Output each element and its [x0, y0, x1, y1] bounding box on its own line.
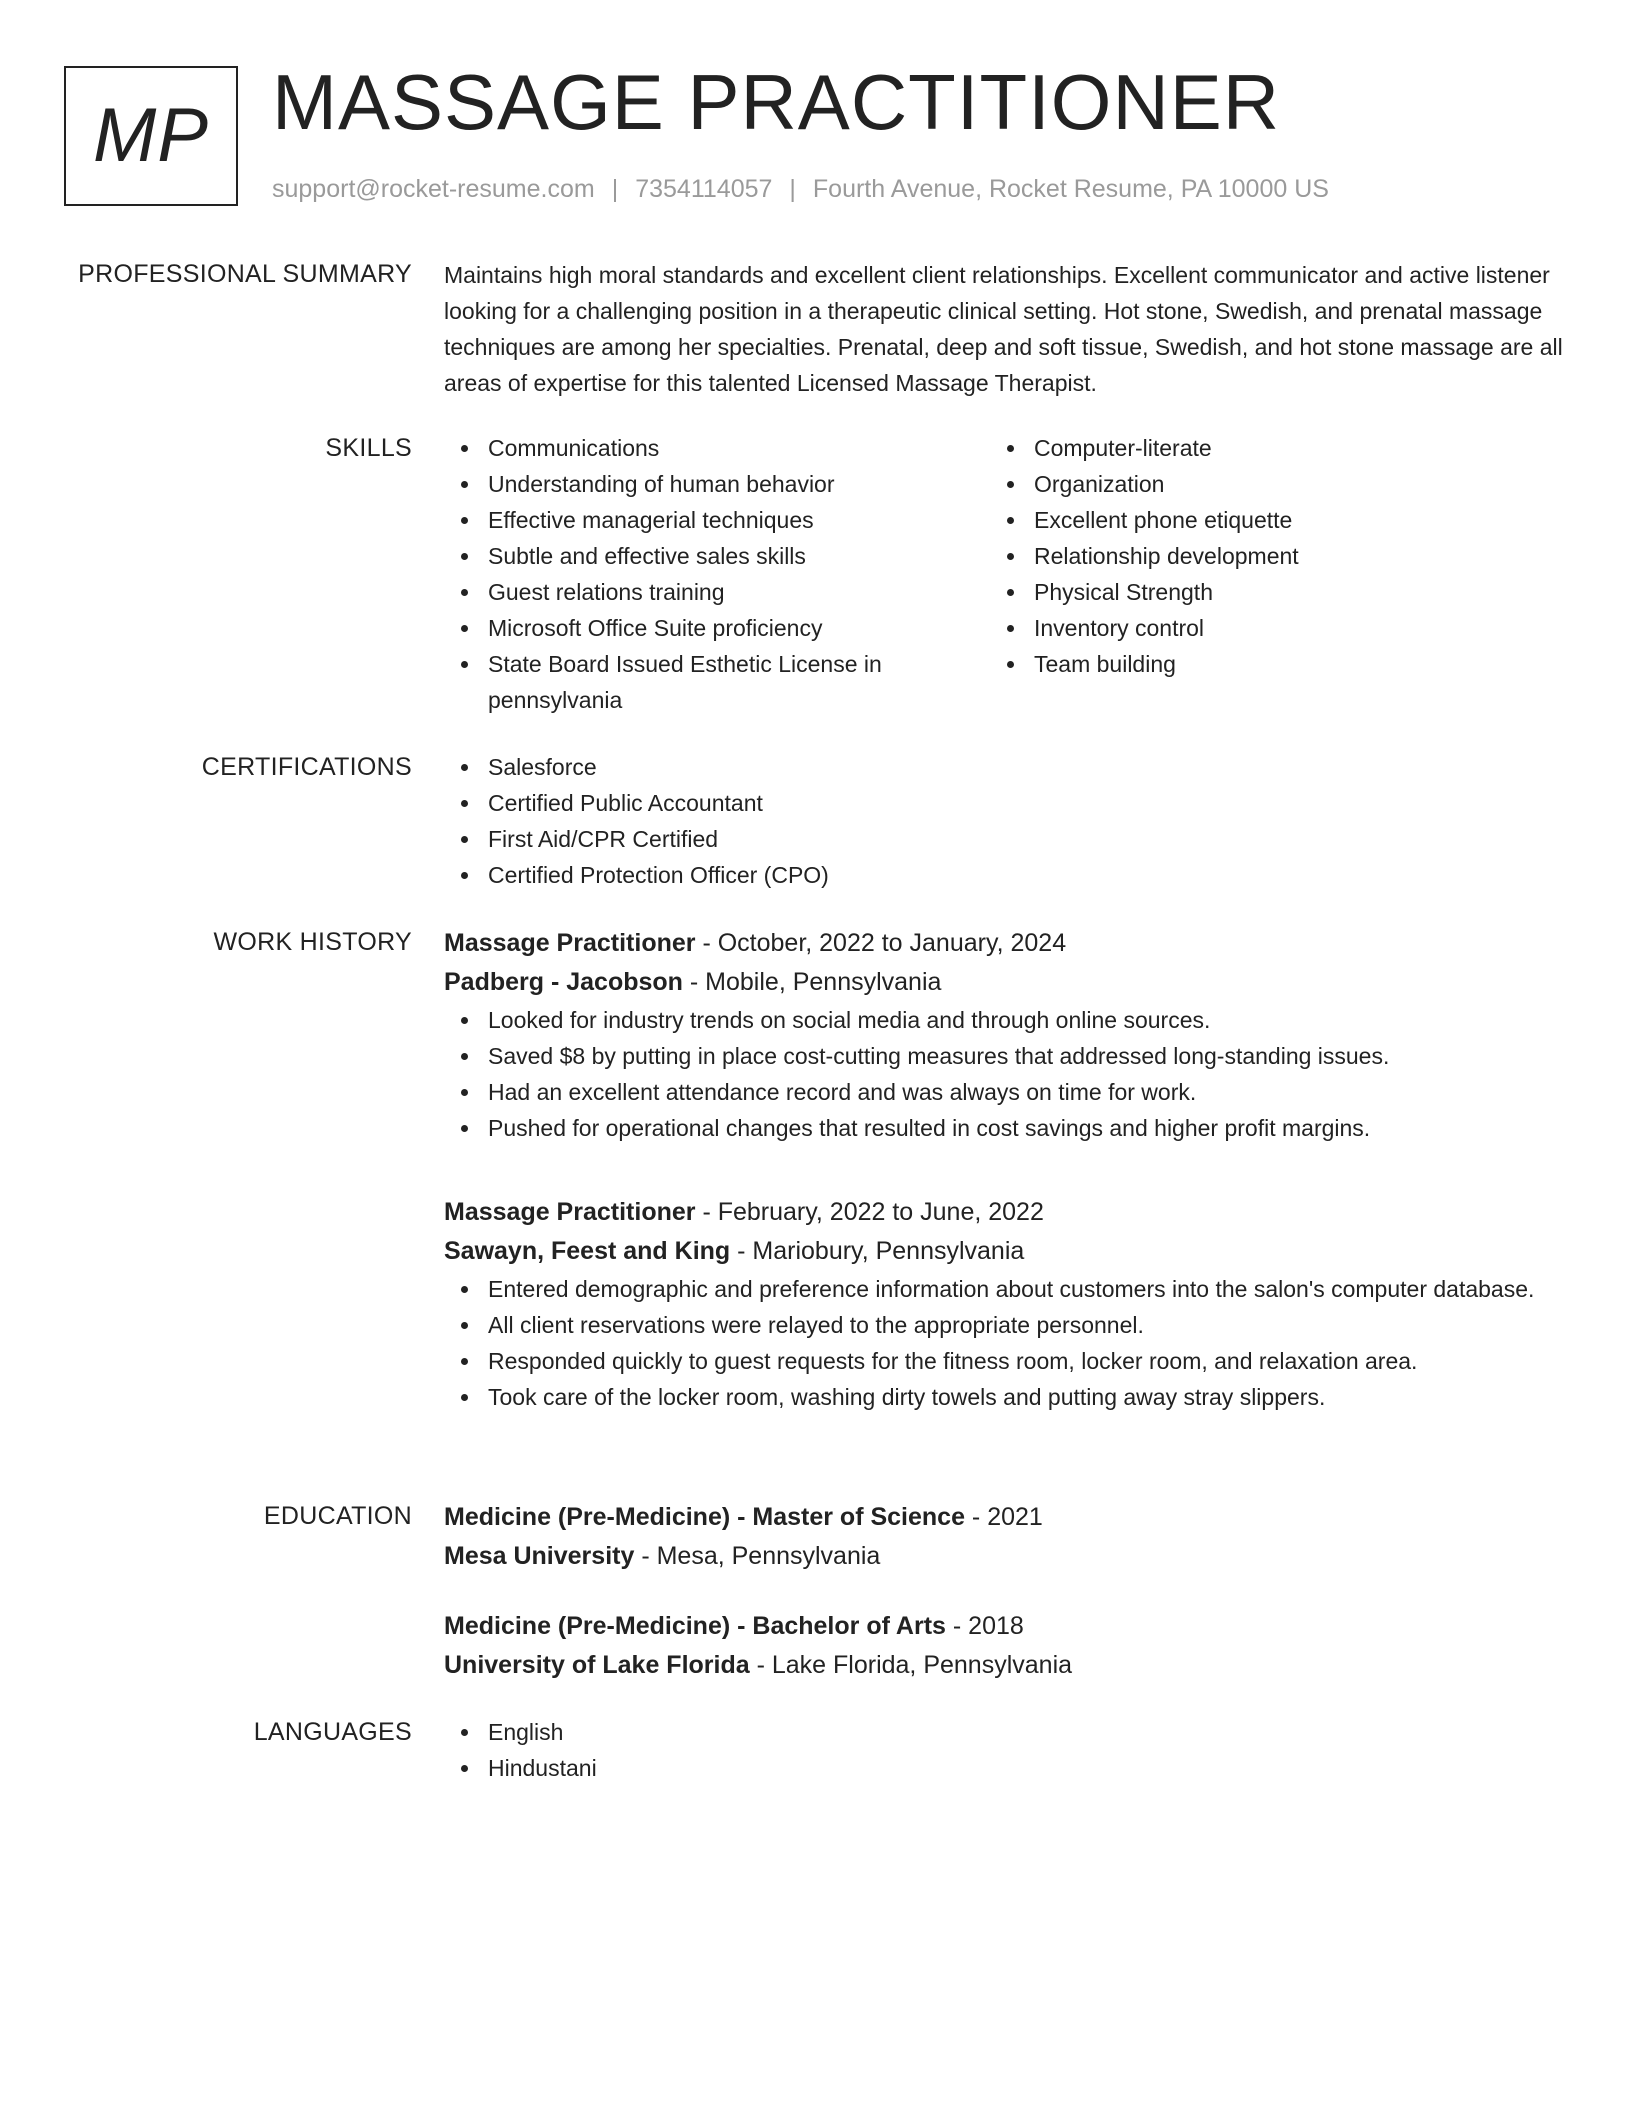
job-title-line: [444, 924, 1564, 963]
education-year: - 2021: [964, 1503, 1043, 1531]
education-school: Mesa University: [444, 1542, 635, 1570]
list-item: Looked for industry trends on social media and through online sources.: [444, 1002, 1564, 1038]
list-item: Had an excellent attendance record and was always on time for work.: [444, 1074, 1564, 1110]
list-item: Took care of the locker room, washing dirty towels and putting away stray slippers.: [444, 1379, 1564, 1415]
languages-body: [444, 1714, 1564, 1786]
education-degree-line: [444, 1607, 1564, 1646]
languages-list: [444, 1714, 1564, 1786]
list-item: Saved $8 by putting in place cost-cutting measures that addressed long-standing issues.: [444, 1038, 1564, 1074]
list-item: Certified Protection Officer (CPO): [444, 857, 1564, 893]
education-degree: Medicine (Pre-Medicine) - Master of Science: [444, 1503, 965, 1531]
list-item: Entered demographic and preference information about customers into the salon's computer database.: [444, 1271, 1568, 1307]
job-company: Padberg - Jacobson: [444, 968, 683, 996]
list-item: Hindustani: [444, 1750, 1564, 1786]
list-item: Responded quickly to guest requests for the fitness room, locker room, and relaxation area.: [444, 1343, 1564, 1379]
contact-email[interactable]: support@rocket-resume.com: [272, 175, 595, 203]
job-location: - Mobile, Pennsylvania: [682, 968, 942, 996]
summary-text: Maintains high moral standards and excellent client relationships. Excellent communicator and active listener looking for a challenging position in a therapeutic clinical setting. Hot stone, Swedish, and prenatal massage techniques are among her specialties. Prenatal, deep and soft tissue, Swedish, and hot stone massage are all areas of expertise for this talented Licensed Massage Therapist.: [444, 262, 1563, 396]
monogram-initials: MP: [93, 93, 209, 178]
contact-phone[interactable]: 7354114057: [635, 175, 773, 203]
skills-list-right: [990, 430, 1536, 718]
skills-body: [444, 430, 1564, 718]
section-label-skills: SKILLS: [325, 434, 412, 462]
job-dates: - February, 2022 to June, 2022: [695, 1198, 1044, 1226]
list-item: Communications: [444, 430, 990, 466]
education-school-line: [444, 1646, 1564, 1685]
contact-separator: |: [789, 175, 796, 203]
list-item: English: [444, 1714, 1564, 1750]
monogram-box: [64, 66, 238, 206]
list-item: Organization: [990, 466, 1536, 502]
education-school-line: [444, 1537, 1564, 1576]
education-year: - 2018: [945, 1612, 1024, 1640]
education-school: University of Lake Florida: [444, 1651, 750, 1679]
job-entry: [444, 924, 1564, 1146]
list-item: All client reservations were relayed to the appropriate personnel.: [444, 1307, 1564, 1343]
job-entry: [444, 1193, 1564, 1415]
summary-body: [444, 256, 1564, 401]
job-dates: - October, 2022 to January, 2024: [695, 929, 1067, 957]
section-label-certifications: CERTIFICATIONS: [201, 753, 412, 781]
job-company-line: [444, 963, 1564, 1002]
resume-name: MASSAGE PRACTITIONER: [272, 58, 1281, 146]
list-item: Salesforce: [444, 749, 1564, 785]
list-item: Effective managerial techniques: [444, 502, 990, 538]
job-company: Sawayn, Feest and King: [444, 1237, 731, 1265]
section-label-work-history: WORK HISTORY: [213, 928, 412, 956]
certifications-list: [444, 749, 1564, 893]
list-item: Pushed for operational changes that resulted in cost savings and higher profit margins.: [444, 1110, 1564, 1146]
education-location: - Mesa, Pennsylvania: [634, 1542, 881, 1570]
job-title: Massage Practitioner: [444, 1198, 696, 1226]
job-bullets: [444, 1002, 1564, 1146]
education-body: [444, 1498, 1564, 1679]
education-degree: Medicine (Pre-Medicine) - Bachelor of Arts: [444, 1612, 946, 1640]
education-entry: [444, 1607, 1564, 1685]
list-item: Guest relations training: [444, 574, 990, 610]
list-item: Relationship development: [990, 538, 1536, 574]
contact-line: [272, 172, 1329, 206]
section-label-summary: PROFESSIONAL SUMMARY: [78, 260, 412, 288]
education-entry: [444, 1498, 1564, 1576]
job-company-line: [444, 1232, 1564, 1271]
list-item: Subtle and effective sales skills: [444, 538, 990, 574]
education-location: - Lake Florida, Pennsylvania: [749, 1651, 1073, 1679]
list-item: State Board Issued Esthetic License in pennsylvania: [444, 646, 918, 718]
job-location: - Mariobury, Pennsylvania: [730, 1237, 1025, 1265]
section-label-languages: LANGUAGES: [253, 1718, 412, 1746]
skills-list-left: [444, 430, 990, 718]
list-item: Certified Public Accountant: [444, 785, 1564, 821]
section-label-education: EDUCATION: [263, 1502, 412, 1530]
job-title-line: [444, 1193, 1564, 1232]
list-item: Team building: [990, 646, 1536, 682]
list-item: Microsoft Office Suite proficiency: [444, 610, 990, 646]
list-item: Inventory control: [990, 610, 1536, 646]
job-bullets: [444, 1271, 1564, 1415]
certifications-body: [444, 749, 1564, 893]
list-item: Excellent phone etiquette: [990, 502, 1536, 538]
list-item: Computer-literate: [990, 430, 1536, 466]
list-item: Physical Strength: [990, 574, 1536, 610]
list-item: Understanding of human behavior: [444, 466, 990, 502]
job-title: Massage Practitioner: [444, 929, 696, 957]
education-degree-line: [444, 1498, 1564, 1537]
list-item: First Aid/CPR Certified: [444, 821, 1564, 857]
contact-separator: |: [611, 175, 619, 203]
work-history-body: [444, 924, 1564, 1410]
contact-address: Fourth Avenue, Rocket Resume, PA 10000 US: [812, 175, 1329, 203]
